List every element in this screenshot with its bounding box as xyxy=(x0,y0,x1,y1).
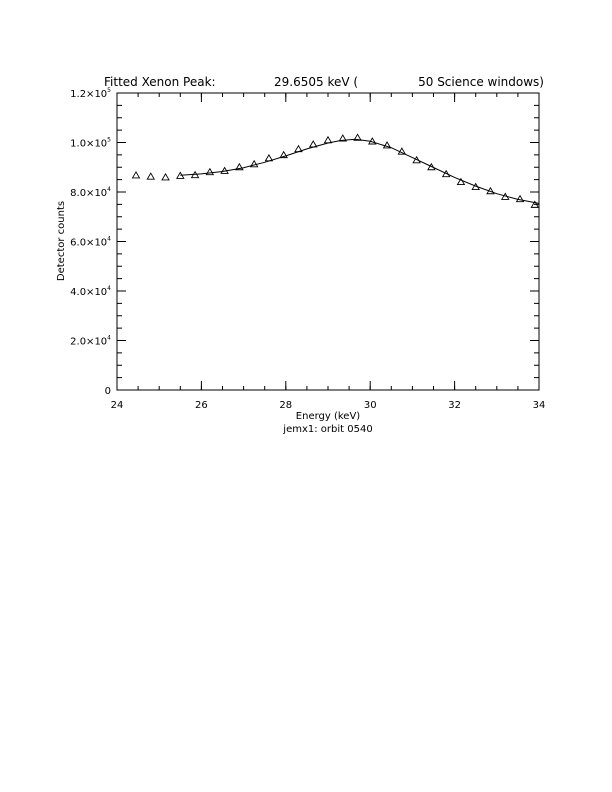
title-energy: 29.6505 keV ( xyxy=(274,75,359,89)
y-tick-mantissa: 4.0×10 xyxy=(70,287,108,298)
x-axis-label: Energy (keV) xyxy=(295,411,361,422)
fit-curve xyxy=(180,139,539,203)
y-tick-mantissa: 0 xyxy=(104,386,111,397)
y-tick-mantissa: 2.0×10 xyxy=(70,336,108,348)
data-point xyxy=(517,196,524,202)
y-tick-exponent: 4 xyxy=(107,285,111,292)
y-axis-ticks xyxy=(70,87,539,397)
y-tick-mantissa: 8.0×10 xyxy=(70,188,108,199)
title-windows: 50 Science windows) xyxy=(418,75,544,89)
y-tick-exponent: 5 xyxy=(107,87,111,94)
y-tick-exponent: 4 xyxy=(107,235,111,243)
data-point xyxy=(147,173,154,179)
y-tick-label xyxy=(70,236,111,249)
data-point xyxy=(325,137,332,143)
title-label: Fitted Xenon Peak: xyxy=(104,75,216,89)
y-tick-exponent: 4 xyxy=(107,334,111,342)
y-tick-mantissa: 1.0×10 xyxy=(70,138,108,150)
chart-title xyxy=(104,75,544,89)
y-tick-label xyxy=(70,137,111,150)
y-tick-label xyxy=(70,87,111,100)
x-tick-label: 26 xyxy=(195,400,208,411)
y-tick-label xyxy=(70,285,111,298)
y-tick-exponent: 5 xyxy=(107,136,111,144)
y-tick-mantissa: 1.2×10 xyxy=(70,89,108,100)
y-tick-label xyxy=(70,335,111,348)
y-tick-label xyxy=(105,386,111,397)
data-point xyxy=(132,172,139,178)
y-tick-exponent: 4 xyxy=(107,186,111,193)
x-axis-ticks xyxy=(111,93,546,411)
y-axis-label: Detector counts xyxy=(56,200,67,282)
data-point xyxy=(206,169,213,175)
data-points xyxy=(132,134,538,207)
x-tick-label: 34 xyxy=(532,400,546,411)
x-tick-label: 32 xyxy=(448,400,461,411)
y-tick-label xyxy=(70,186,111,199)
x-tick-label: 28 xyxy=(279,400,293,411)
x-tick-label: 30 xyxy=(363,400,377,411)
x-tick-label: 24 xyxy=(110,400,124,411)
y-tick-mantissa: 6.0×10 xyxy=(70,237,108,249)
data-point xyxy=(162,174,169,180)
chart-subtitle: jemx1: orbit 0540 xyxy=(283,424,373,435)
